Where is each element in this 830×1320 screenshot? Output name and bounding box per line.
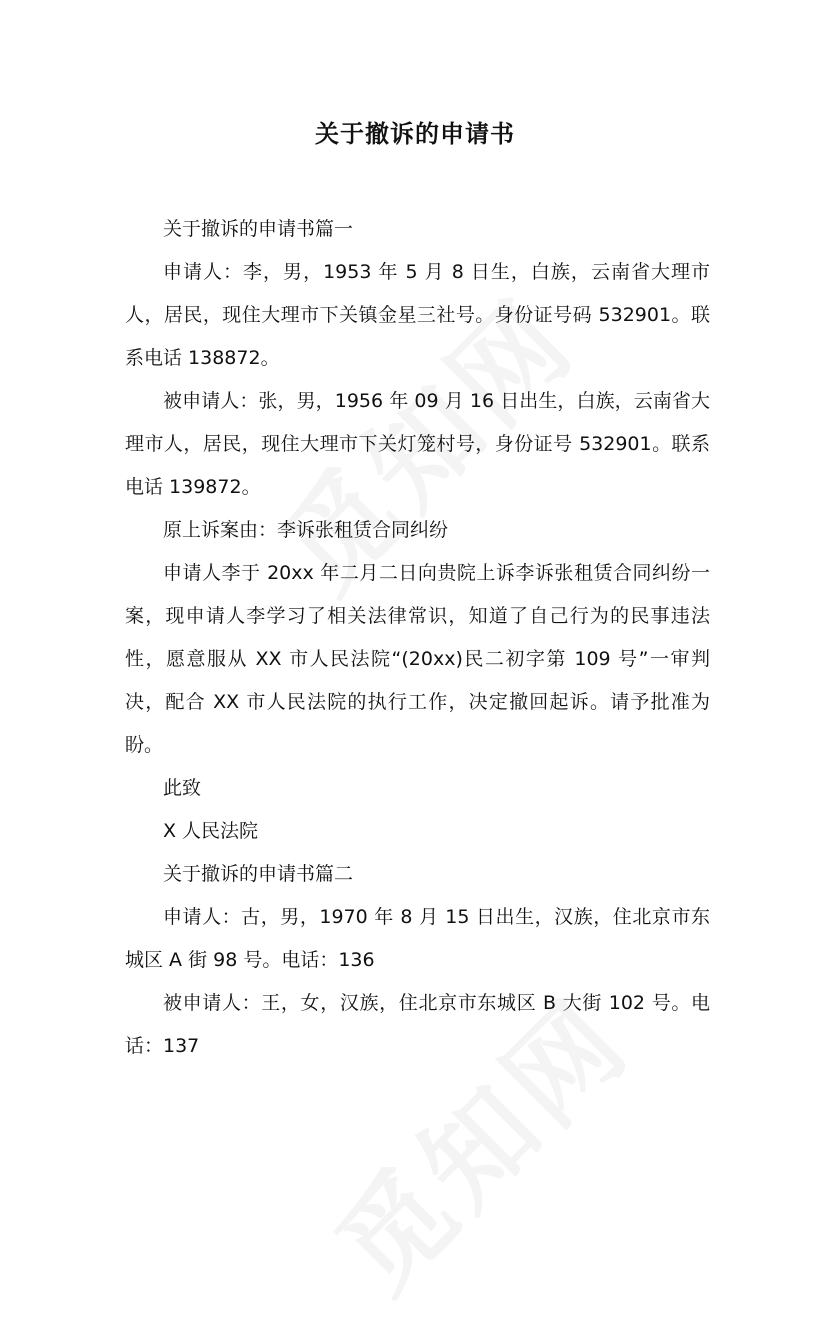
paragraph-respondent-2: 被申请人：王，女，汉族，住北京市东城区 B 大街 102 号。电话：137 [125, 992, 710, 1057]
paragraph-salutation: 此致 [163, 777, 202, 799]
paragraph-applicant-2: 申请人：古，男，1970 年 8 月 15 日出生，汉族，住北京市东城区 A 街 98 号。电话：136 [125, 906, 710, 971]
paragraph-request: 申请人李于 20xx 年二月二日向贵院上诉李诉张租赁合同纠纷一案，现申请人李学习了相关法律常识，知道了自己行为的民事违法性，愿意服从 XX 市人民法院“(20xx)民二初字第 109 号”一审判决，配合 XX 市人民法院的执行工作，决定撤回起诉。请予批准为盼。 [125, 562, 710, 756]
paragraph-respondent-1: 被申请人：张，男，1956 年 09 月 16 日出生，白族，云南省大理市人，居民，现住大理市下关灯笼村号，身份证号 532901。联系电话 139872。 [125, 390, 710, 498]
section-heading-2: 关于撤诉的申请书篇二 [163, 863, 354, 885]
document-title: 关于撤诉的申请书 [315, 120, 515, 148]
paragraph-court: X 人民法院 [163, 820, 259, 842]
paragraph-applicant-1: 申请人：李，男，1953 年 5 月 8 日生，白族，云南省大理市人，居民，现住大理市下关镇金星三社号。身份证号码 532901。联系电话 138872。 [125, 261, 710, 369]
section-heading-1: 关于撤诉的申请书篇一 [163, 218, 354, 240]
document-body [125, 208, 710, 1068]
paragraph-case-cause: 原上诉案由：李诉张租赁合同纠纷 [163, 519, 449, 541]
